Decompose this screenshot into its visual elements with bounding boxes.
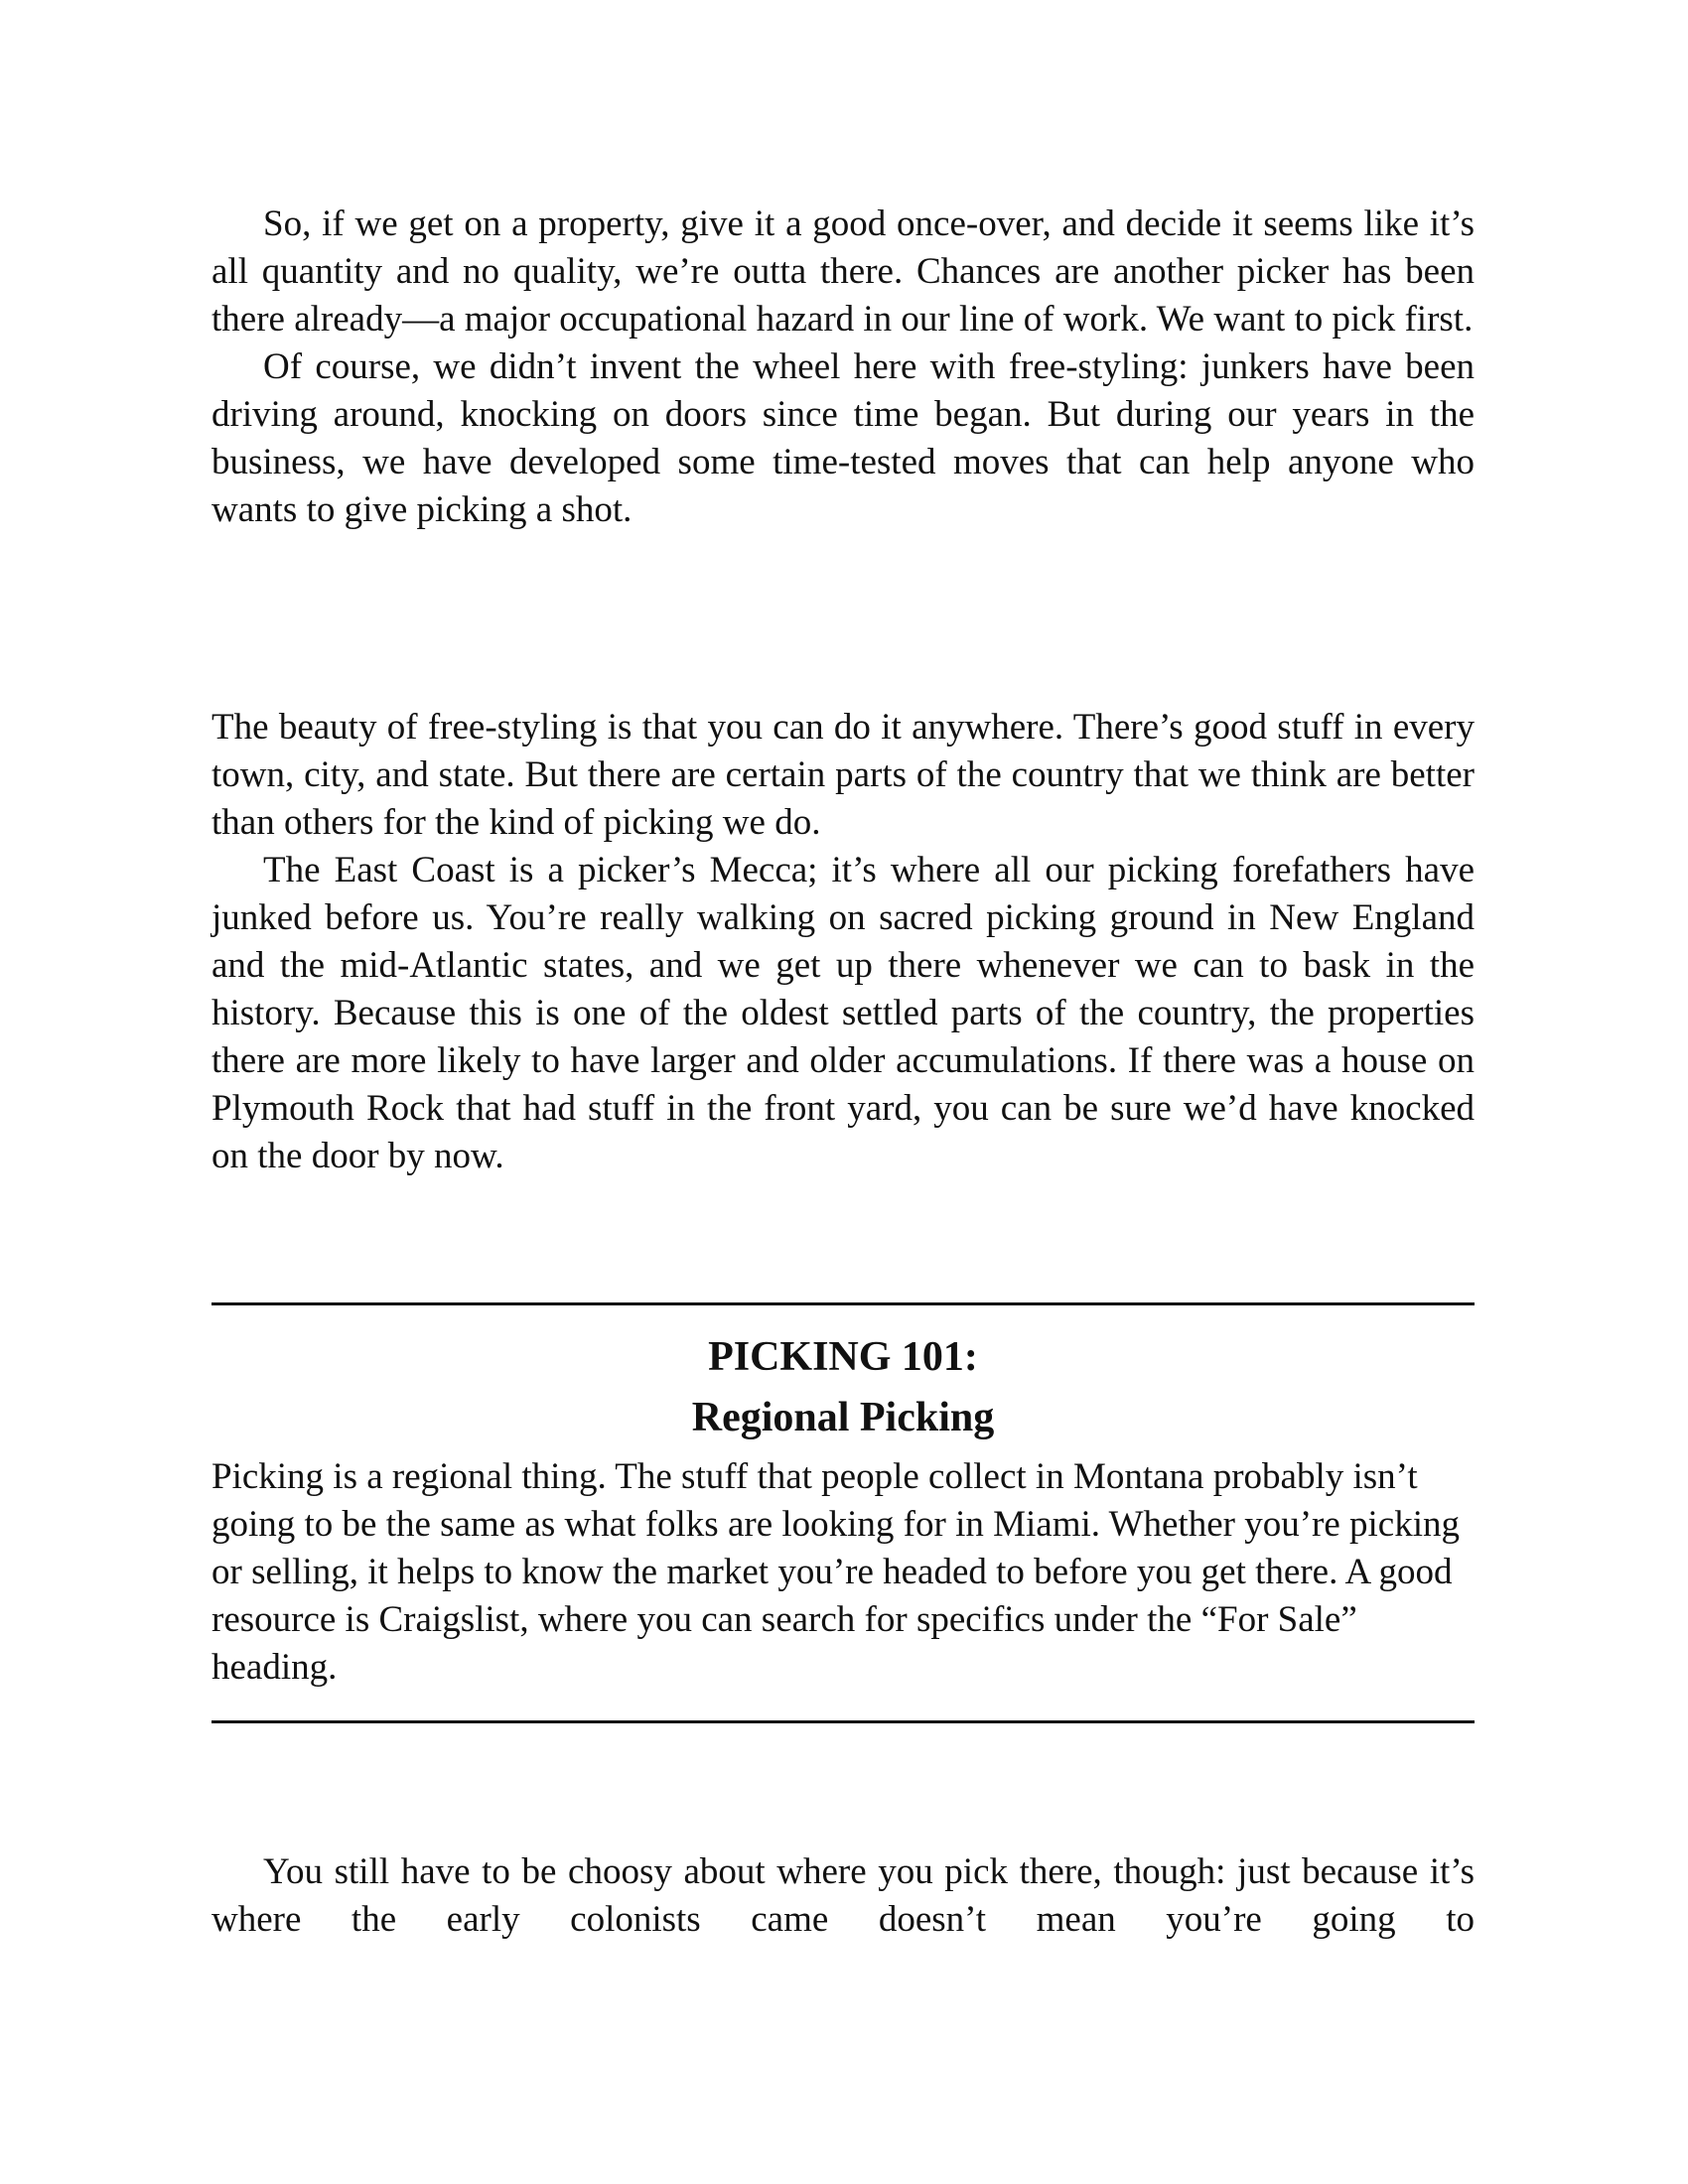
paragraph: You still have to be choosy about where you pick there, though: just because it’s where the early colonists came doesn’t mean you’re going to [211,1851,1475,1940]
paragraph: Of course, we didn’t invent the wheel here with free-styling: junkers have been driving around, knocking on doors since time began. But during our years in the business, we have developed some time-tested moves that can help anyone who wants to give picking a shot. [211,346,1475,530]
closing-section [211,1848,1475,1944]
paragraph: So, if we get on a property, give it a good once-over, and decide it seems like it’s all quantity and no quality, we’re outta there. Chances are another picker has been there already—a major occupational hazard in our line of work. We want to pick first. [211,204,1475,340]
sidebar-subtitle: Regional Picking [691,1395,995,1440]
sidebar-box [211,1327,1475,1692]
sidebar-bottom-rule [211,1720,1475,1723]
region-section [211,704,1475,1180]
paragraph: The East Coast is a picker’s Mecca; it’s where all our picking forefathers have junked before us. You’re really walking on sacred picking ground in New England and the mid-Atlantic states, and we get up there whenever we can to bask in the history. Because this is one of the oldest settled parts of the country, the properties there are more likely to have larger and older accumulations. If there was a house on Plymouth Rock that had stuff in the front yard, you can be sure we’d have knocked on the door by now. [211,850,1475,1176]
sidebar-body: Picking is a regional thing. The stuff that people collect in Montana probably isn’t going to be the same as what folks are looking for in Miami. Whether you’re picking or selling, it helps to know the market you’re headed to before you get there. A good resource is Craigslist, where you can search for specifics under the “For Sale” heading. [211,1456,1461,1688]
paragraph: The beauty of free-styling is that you can do it anywhere. There’s good stuff in every town, city, and state. But there are certain parts of the country that we think are better than others for the kind of picking we do. [211,707,1475,843]
sidebar-title: PICKING 101: [708,1334,978,1380]
intro-section [211,201,1475,534]
sidebar-top-rule [211,1302,1475,1305]
